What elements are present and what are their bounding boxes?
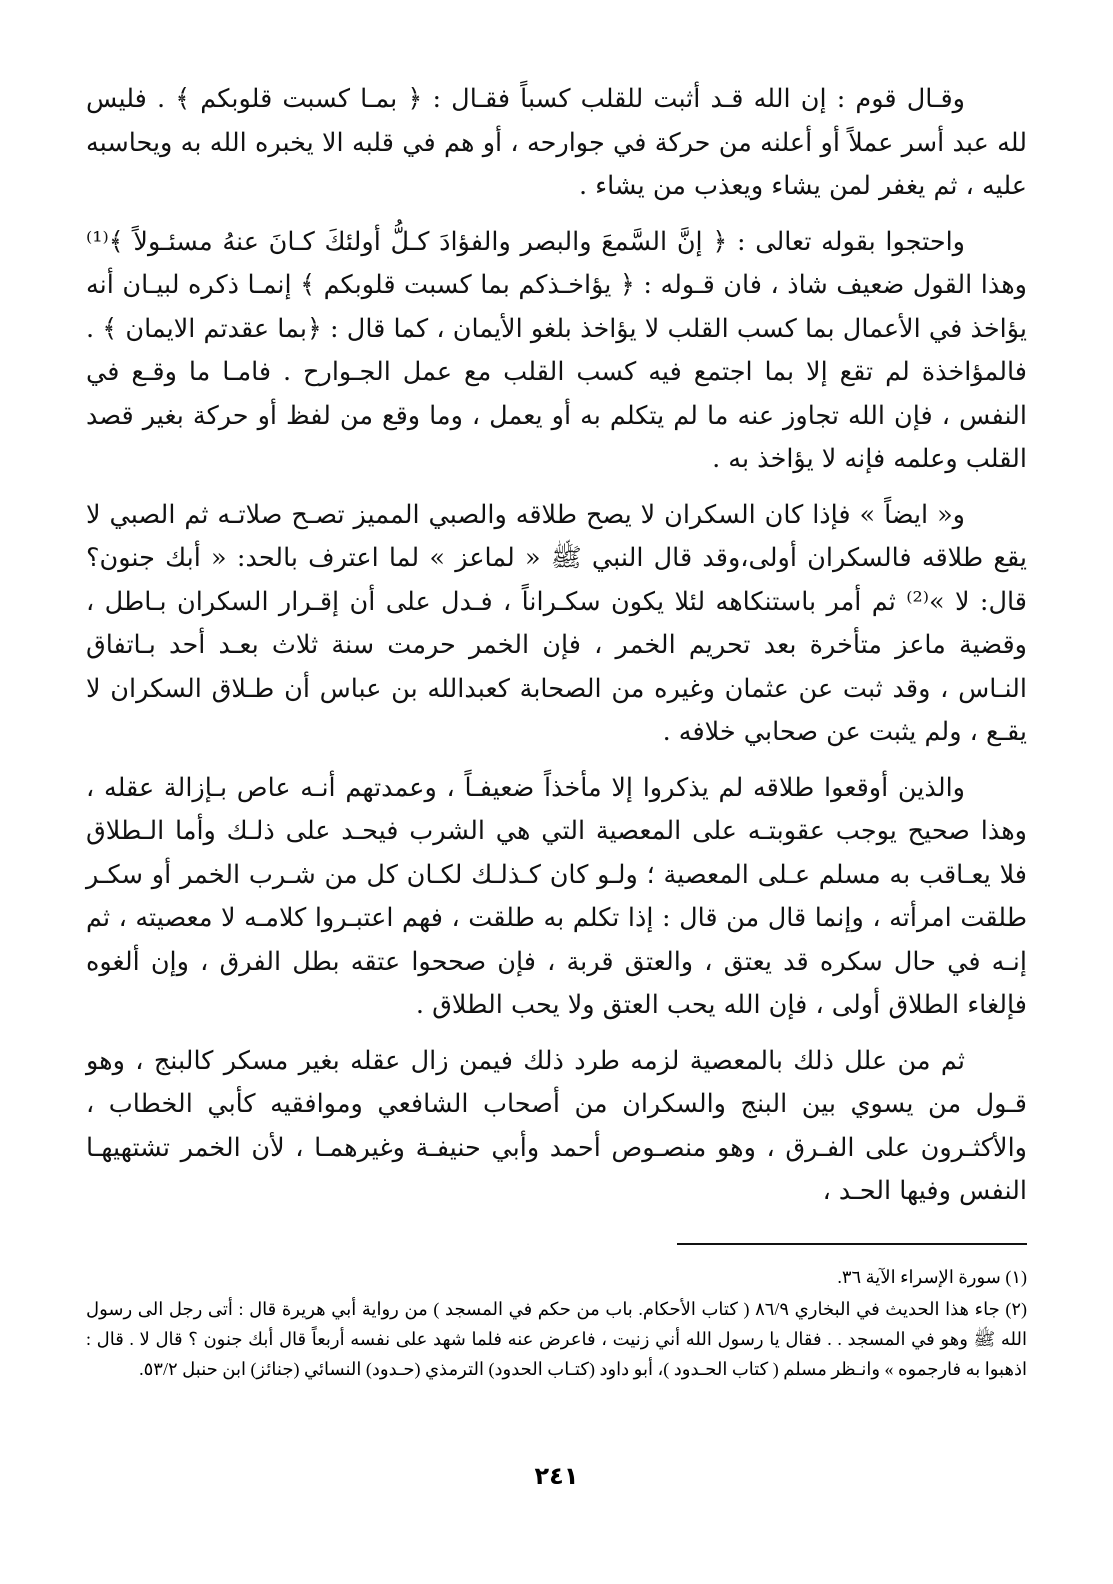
paragraph-4: والذين أوقعوا طلاقه لم يذكروا إلا مأخذاً ضعيفـاً ، وعمدتهم أنـه عاص بـإزالة عقله ، وهذا صحيح يوجب عقوبتـه على المعصية التي هي الشرب فيحـد على ذلـك وأما الـطلاق فلا يعـاقب به مسلم عـلى المعصية ؛ ولـو كان كـذلـك لكـان كل من شـرب الخمر أو سكـر طلقت امرأته ، وإنما قال من قال : إذا تكلم به طلقت ، فهم اعتبـروا كلامـه لا معصيته ، ثم إنـه في حال سكره قد يعتق ، والعتق قربة ، فإن صححوا عتقه بطل الفرق ، وإن ألغوه فإلغاء الطلاق أولى ، فإن الله يحب العتق ولا يحب الطلاق . <box>86 772 1027 1020</box>
paragraph-3: و« ايضاً » فإذا كان السكران لا يصح طلاقه والصبي المميز تصـح صلاتـه ثم الصبي لا يقع طلاقه فالسكران أولى،وقد قال النبي ﷺ « لماعز » لما اعترف بالحد: « أبك جنون؟قال: لا »⁽²⁾ ثم أمر باستنكاهه لئلا يكون سكـراناً ، فـدل على أن إقـرار السكران بـاطل ، وقضية ماعز متأخرة بعد تحريم الخمر ، فإن الخمر حرمت سنة ثلاث بعـد أحد بـاتفاق النـاس ، وقد ثبت عن عثمان وغيره من الصحابة كعبدالله بن عباس أن طـلاق السكران لا يقـع ، ولم يثبت عن صحابي خلافه . <box>86 499 1027 747</box>
page-number: ٢٤١ <box>534 1462 579 1490</box>
paragraph-2: واحتجوا بقوله تعالى : ﴿ إنَّ السَّمعَ والبصر والفؤادَ كـلُّ أولئكَ كـانَ عنهُ مسئـولاً ﴾⁽¹⁾ وهذا القول ضعيف شاذ ، فان قـوله : ﴿ يؤاخـذكم بما كسبت قلوبكم ﴾ إنمـا ذكره لبيـان أنه يؤاخذ في الأعمال بما كسب القلب لا يؤاخذ بلغو الأيمان ، كما قال : ﴿بما عقدتم الايمان ﴾ . فالمؤاخذة لم تقع إلا بما اجتمع فيه كسب القلب مع عمل الجـوارح . فامـا ما وقـع في النفس ، فإن الله تجاوز عنه ما لم يتكلم به أو يعمل ، وما وقع من لفظ أو حركة بغير قصد القلب وعلمه فإنه لا يؤاخذ به . <box>86 226 1027 474</box>
paragraph-5: ثم من علل ذلك بالمعصية لزمه طرد ذلك فيمن زال عقله بغير مسكر كالبنج ، وهو قـول من يسوي بين البنج والسكران من أصحاب الشافعي وموافقيه كأبي الخطاب ، والأكثـرون على الفـرق ، وهو منصـوص أحمد وأبي حنيفـة وغيرهمـا ، لأن الخمر تشتهيهـا النفس وفيها الحـد ، <box>86 1045 1027 1206</box>
footnote-2: (٢) جاء هذا الحديث في البخاري ٨٦/٩ ( كتاب الأحكام. باب من حكم في المسجد ) من رواية أبي هريرة قال : أتى رجل الى رسول الله ﷺ وهو في المسجد . . فقال يا رسول الله أني زنيت ، فاعرض عنه فلما شهد على نفسه أربعاً قال أبك جنون ؟ قال لا . قال : اذهبوا به فارجموه » وانـظر مسلم ( كتاب الحـدود )، أبو داود (كتـاب الحدود) الترمذي (حـدود) النسائي (جنائز) ابن حنبل ٥٣/٢. <box>86 1299 1027 1379</box>
paragraph-1: وقـال قوم : إن الله قـد أثبت للقلب كسباً فقـال : ﴿ بمـا كسبت قلوبكم ﴾ . فليس لله عبد أسر عملاً أو أعلنه من حركة في جوارحه ، أو هم في قلبه الا يخبره الله به ويحاسبه عليه ، ثم يغفر لمن يشاء ويعذب من يشاء . <box>86 84 1027 201</box>
footnotes <box>86 1262 1027 1386</box>
footnote-1: (١) سورة الإسراء الآية ٣٦. <box>837 1267 1027 1287</box>
footnote-divider <box>677 1243 1027 1245</box>
